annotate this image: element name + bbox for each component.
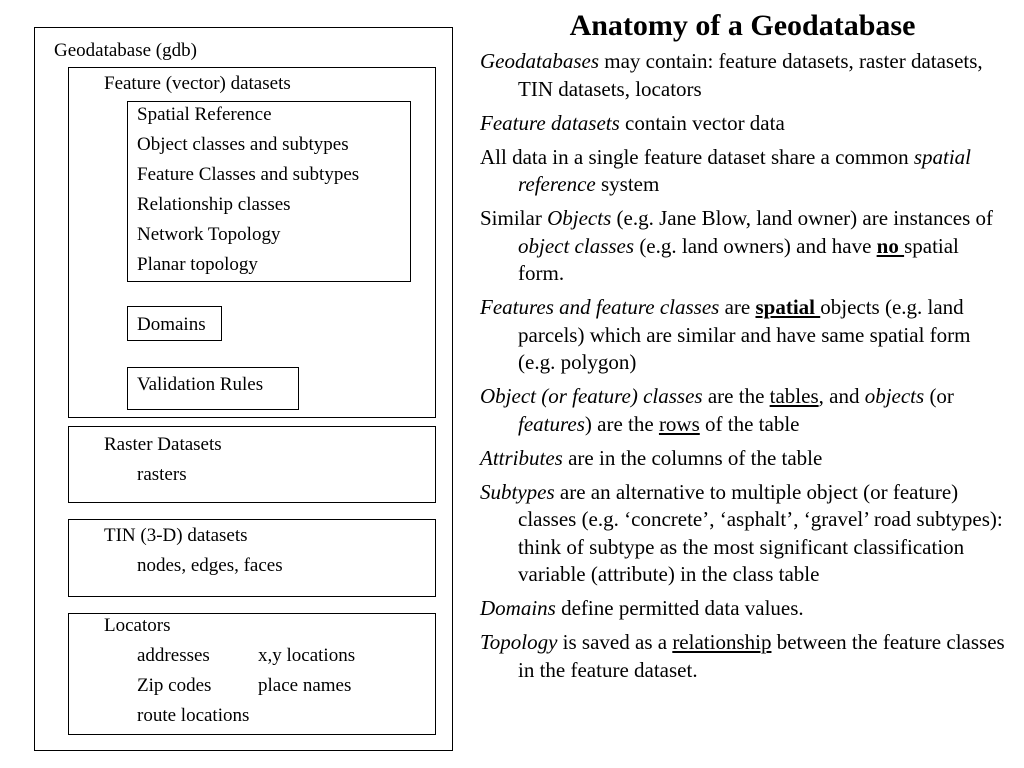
note-item xyxy=(480,479,1010,589)
note-item xyxy=(480,445,1010,473)
note-text: objects (e.g. land parcels) which are similar and have same spatial form (e.g. polygon) xyxy=(518,295,971,374)
note-text: are an alternative to multiple object (or feature) classes (e.g. ‘concrete’, ‘asphalt’, ‘gravel’ road subtypes): think of subtype as the most significant classification variable (attribute) in the class table xyxy=(518,479,1003,586)
note-text: Domains xyxy=(480,596,556,620)
object-classes-item: Object classes and subtypes xyxy=(137,134,349,155)
page-title: Anatomy of a Geodatabase xyxy=(569,9,916,42)
note-text: are in the columns of the table xyxy=(562,445,823,470)
addresses-item: addresses xyxy=(137,645,210,666)
note-text: Object (or feature) classes xyxy=(480,384,703,408)
feature-datasets-label: Feature (vector) datasets xyxy=(104,73,291,94)
note-text: may contain: feature datasets, raster datasets, TIN datasets, locators xyxy=(518,49,983,101)
zip-codes-item: Zip codes xyxy=(137,675,212,696)
note-text: All data in a single feature dataset share a common xyxy=(480,144,914,169)
note-text: between the feature classes in the feature dataset. xyxy=(518,630,1005,682)
note-text: object classes xyxy=(518,233,635,258)
note-text: Subtypes xyxy=(480,479,555,504)
route-locations-item: route locations xyxy=(137,705,250,726)
domains-label: Domains xyxy=(137,314,206,335)
tin-datasets-label: TIN (3-D) datasets xyxy=(104,525,248,546)
note-text: contain vector data xyxy=(619,110,785,135)
note-text: (e.g. Jane Blow, land owner) are instances of xyxy=(611,206,994,230)
note-text: Objects xyxy=(547,206,612,230)
note-text: (or xyxy=(924,384,954,408)
note-item xyxy=(480,629,1010,684)
note-text: are the xyxy=(702,384,770,408)
relationship-classes-item: Relationship classes xyxy=(137,194,291,215)
spatial-reference-item: Spatial Reference xyxy=(137,104,272,125)
note-text: are xyxy=(719,295,756,319)
note-item xyxy=(480,205,1010,288)
note-text: Similar xyxy=(480,206,548,230)
xy-locations-item: x,y locations xyxy=(258,645,356,666)
raster-datasets-label: Raster Datasets xyxy=(104,434,222,455)
note-text: of the table xyxy=(699,411,800,436)
note-text: rows xyxy=(658,411,700,436)
note-text: spatial xyxy=(755,295,821,319)
note-item xyxy=(480,48,1010,103)
note-text: ) are the xyxy=(584,411,659,436)
note-text: system xyxy=(595,172,660,196)
note-text: objects xyxy=(864,384,925,408)
geodatabase-label: Geodatabase (gdb) xyxy=(54,40,197,61)
note-text: Feature datasets xyxy=(480,110,620,135)
note-text: spatial reference xyxy=(518,144,972,196)
note-text: spatial form. xyxy=(518,233,959,285)
note-text: relationship xyxy=(672,630,772,654)
note-text: tables xyxy=(769,384,819,408)
note-item xyxy=(480,383,1010,438)
locators-label: Locators xyxy=(104,615,171,636)
tin-elements-item: nodes, edges, faces xyxy=(137,555,283,576)
note-text: no xyxy=(876,233,905,258)
note-item xyxy=(480,144,1010,199)
validation-rules-label: Validation Rules xyxy=(137,374,264,395)
note-item xyxy=(480,110,1010,138)
planar-topology-item: Planar topology xyxy=(137,254,258,275)
note-text: Topology xyxy=(480,630,558,654)
note-text: , and xyxy=(818,384,865,408)
note-item xyxy=(480,294,1010,377)
network-topology-item: Network Topology xyxy=(137,224,281,245)
feature-classes-item: Feature Classes and subtypes xyxy=(137,164,360,185)
place-names-item: place names xyxy=(258,675,352,696)
note-item xyxy=(480,595,1010,623)
note-text: (e.g. land owners) and have xyxy=(634,233,877,258)
note-text: Features and feature classes xyxy=(480,295,720,319)
notes-list xyxy=(480,48,1010,691)
rasters-item: rasters xyxy=(137,464,187,485)
note-text: define permitted data values. xyxy=(555,596,804,620)
note-text: is saved as a xyxy=(557,630,673,654)
note-text: Geodatabases xyxy=(480,49,599,73)
note-text: Attributes xyxy=(480,445,563,470)
note-text: features xyxy=(518,411,585,436)
